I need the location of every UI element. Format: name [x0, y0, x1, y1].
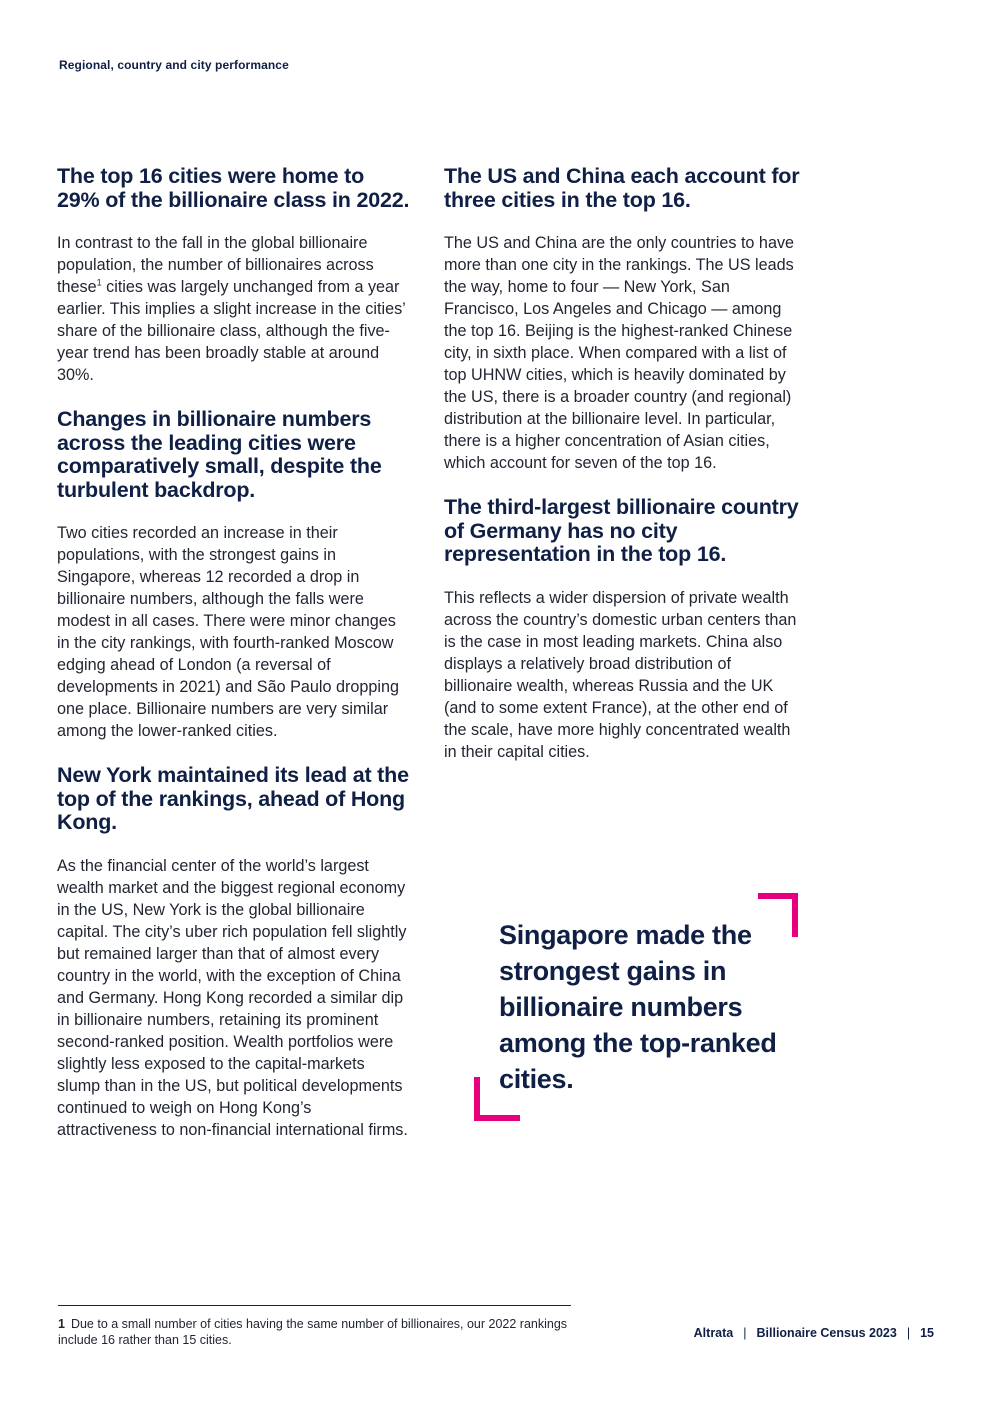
- section-body-top-16-cities: [57, 232, 412, 386]
- footnote-text: Due to a small number of cities having the same number of billionaires, our 2022 rankings include 16 rather than 15 cities.: [58, 1317, 568, 1347]
- footnote-number: 1: [58, 1317, 65, 1331]
- section-heading-germany: The third-largest billionaire country of Germany has no city representation in the top 16.: [444, 495, 799, 566]
- footnote: [58, 1316, 578, 1348]
- running-head: Regional, country and city performance: [59, 58, 289, 72]
- section-heading-top-16-cities: The top 16 cities were home to 29% of the billionaire class in 2022.: [57, 164, 410, 212]
- pull-quote-text: Singapore made the strongest gains in billionaire numbers among the top-ranked cities.: [499, 920, 777, 1094]
- page-footer: [694, 1326, 934, 1340]
- right-column: [444, 165, 800, 763]
- footer-separator: |: [743, 1326, 747, 1340]
- section-heading-changes: Changes in billionaire numbers across the leading cities were comparatively small, despite the turbulent backdrop.: [57, 407, 382, 502]
- section-body-us-china: The US and China are the only countries to have more than one city in the rankings. The US leads the way, home to four — New York, San Francisco, Los Angeles and Chicago — among the top 16. Beijing is the highest-ranked Chinese city, in sixth place. When compared with a list of top UHNW cities, which is heavily dominated by the US, there is a broader country (and regional) distribution at the billionaire level. In particular, there is a higher concentration of Asian cities, which account for seven of the top 16.: [444, 234, 795, 472]
- body-text-part: cities was largely unchanged from a year earlier. This implies a slight increase in the cities’ share of the billionaire class, although the five-year trend has been broadly stable at around 30%.: [57, 278, 406, 384]
- body-text-part: In contrast to the fall in the global billionaire population, the number of billionaires across these: [57, 234, 374, 296]
- footnote-divider: [58, 1305, 571, 1306]
- footer-brand: Altrata: [693, 1326, 734, 1340]
- section-body-germany: This reflects a wider dispersion of private wealth across the country’s domestic urban centers than is the case in most leading markets. China also displays a relatively broad distribution of billionaire wealth, whereas Russia and the UK (and to some extent France), at the other end of the scale, have more highly concentrated wealth in their capital cities.: [444, 588, 797, 761]
- section-heading-new-york: New York maintained its lead at the top of the rankings, ahead of Hong Kong.: [57, 763, 409, 834]
- footer-separator: |: [906, 1326, 911, 1340]
- left-column: [57, 165, 412, 1141]
- page-number: 15: [920, 1326, 934, 1340]
- footer-publication: Billionaire Census 2023: [756, 1326, 897, 1340]
- pull-quote: [474, 893, 798, 1121]
- section-body-new-york: As the financial center of the world’s largest wealth market and the biggest regional economy in the US, New York is the global billionaire capital. The city’s uber rich population fell slightly but remained larger than that of almost every country in the world, with the exception of China and Germany. Hong Kong recorded a similar dip in billionaire numbers, retaining its prominent second-ranked position. Wealth portfolios were slightly less exposed to the capital-markets slump than in the US, but political developments continued to weigh on Hong Kong’s attractiveness to non-financial international firms.: [57, 856, 408, 1139]
- footnote-ref[interactable]: 1: [96, 277, 102, 288]
- section-heading-us-china: The US and China each account for three cities in the top 16.: [444, 164, 800, 212]
- section-body-changes: Two cities recorded an increase in their populations, with the strongest gains in Singapore, whereas 12 recorded a drop in billionaire numbers, although the falls were modest in all cases. There were minor changes in the city rankings, with fourth-ranked Moscow edging ahead of London (a reversal of developments in 2021) and São Paulo dropping one place. Billionaire numbers are very similar among the lower-ranked cities.: [57, 524, 399, 740]
